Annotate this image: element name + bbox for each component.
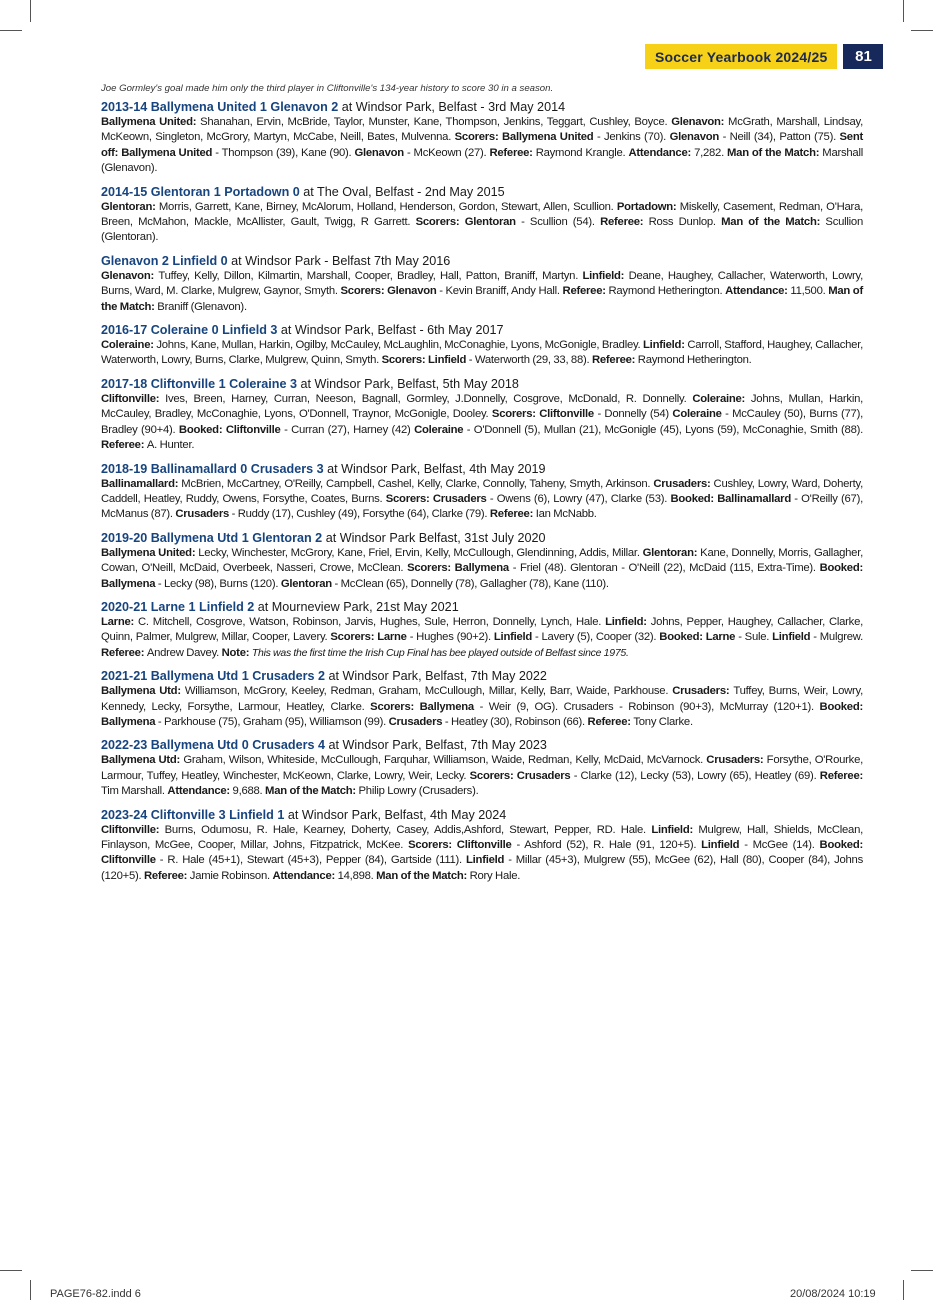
match-details bbox=[101, 200, 863, 246]
detail-text: - McKeown (27). bbox=[406, 146, 490, 159]
detail-text: - Millar (45+3), Mulgrew (55), McGee (62), Hall (80), Cooper (84), Johns (120+5). bbox=[101, 854, 863, 882]
detail-label: Portadown: bbox=[616, 200, 680, 213]
detail-label: Referee: bbox=[489, 508, 536, 521]
crop-mark bbox=[903, 0, 904, 22]
detail-text: - Clarke (12), Lecky (53), Lowry (65), Heatley (69). bbox=[573, 769, 820, 782]
match-entry bbox=[101, 376, 863, 454]
match-heading bbox=[101, 530, 863, 546]
detail-label: Linfield bbox=[466, 854, 509, 867]
detail-text: Andrew Davey. bbox=[146, 646, 222, 659]
match-heading bbox=[101, 184, 863, 200]
detail-text: 7,282. bbox=[694, 146, 728, 159]
match-venue: at The Oval, Belfast - 2nd May 2015 bbox=[303, 184, 505, 199]
detail-label: Ballymena Utd: bbox=[101, 685, 185, 698]
detail-text: - Owens (6), Lowry (47), Clarke (53). bbox=[489, 492, 671, 505]
detail-text: - Waterworth (29, 33, 88). bbox=[468, 354, 592, 367]
detail-label: Cliftonville: bbox=[101, 392, 166, 405]
detail-label: Crusaders: bbox=[706, 754, 767, 767]
match-venue: at Windsor Park Belfast, 31st July 2020 bbox=[325, 530, 546, 545]
detail-text: Kane, Donnelly, Morris, Gallagher, Cowan, O'Neill, McDaid, Overbeek, Nasseri, Crowe, McClean. bbox=[101, 546, 863, 575]
match-details bbox=[101, 269, 863, 315]
detail-label: Coleraine: bbox=[692, 392, 751, 405]
detail-label: Linfield: bbox=[651, 823, 699, 836]
detail-text: Tuffey, Burns, Weir, Lowry, Kennedy, Lecky, Forsythe, Larmour, Heatley, Clarke. bbox=[101, 685, 863, 713]
match-details bbox=[101, 115, 863, 177]
detail-label: Coleraine bbox=[672, 408, 726, 421]
match-details bbox=[101, 546, 863, 592]
detail-label: Scorers: Crusaders bbox=[385, 492, 490, 505]
detail-text: Tony Clarke. bbox=[633, 715, 693, 728]
detail-label: Scorers: Linfield bbox=[381, 354, 469, 367]
detail-text: Johns, Pepper, Haughey, Callacher, Clarke, Quinn, Palmer, Mulgrew, Millar, Cooper, Lavery. bbox=[101, 615, 863, 644]
detail-text: Morris, Garrett, Kane, Birney, McAlorum, Holland, Henderson, Gordon, Stewart, Allen, Scullion. bbox=[158, 200, 617, 213]
detail-label: Man of the Match: bbox=[101, 285, 863, 313]
match-heading bbox=[101, 668, 863, 684]
detail-label: Linfield bbox=[701, 839, 745, 851]
detail-text: - Friel (48). Glentoran - O'Neill (22), McDaid (115, Extra-Time). bbox=[512, 562, 820, 575]
detail-text: - Donnelly (54) bbox=[597, 408, 673, 421]
match-details bbox=[101, 392, 863, 454]
match-venue: at Mourneview Park, 21st May 2021 bbox=[257, 599, 459, 614]
match-venue: at Windsor Park, Belfast, 4th May 2024 bbox=[287, 807, 507, 822]
detail-label: Attendance: bbox=[167, 785, 233, 798]
crop-mark bbox=[903, 1280, 904, 1300]
match-fixture: 2013-14 Ballymena United 1 Glenavon 2 bbox=[101, 100, 339, 114]
detail-text: C. Mitchell, Cosgrove, Watson, Robinson, Jarvis, Hughes, Sule, Herron, Donnelly, Lynch, Hale. bbox=[138, 615, 606, 628]
crop-mark bbox=[911, 30, 933, 31]
detail-label: Man of the Match: bbox=[727, 146, 823, 159]
detail-text: - Lavery (5), Cooper (32). bbox=[535, 631, 660, 644]
crop-mark bbox=[911, 1270, 933, 1271]
detail-label: Glentoran: bbox=[101, 200, 159, 213]
crop-mark bbox=[30, 0, 31, 22]
match-venue: at Windsor Park, Belfast, 5th May 2018 bbox=[300, 376, 519, 391]
detail-label: Scorers: Larne bbox=[330, 631, 410, 644]
crop-mark bbox=[0, 1270, 22, 1271]
detail-label: Attendance: bbox=[272, 869, 338, 882]
detail-label: Referee: bbox=[489, 146, 536, 159]
detail-label: Attendance: bbox=[725, 285, 791, 298]
detail-label: Attendance: bbox=[628, 146, 695, 159]
match-entry bbox=[101, 461, 863, 523]
match-entry bbox=[101, 184, 863, 246]
detail-text: McBrien, McCartney, O'Reilly, Campbell, Cashel, Kelly, Clarke, Connolly, Taheny, Smyth, Arkinson. bbox=[181, 477, 654, 490]
match-venue: at Windsor Park - Belfast 7th May 2016 bbox=[231, 253, 451, 268]
match-details bbox=[101, 338, 863, 369]
detail-label: Linfield: bbox=[643, 339, 688, 352]
detail-label: Crusaders: bbox=[672, 685, 734, 698]
detail-label: Referee: bbox=[600, 216, 649, 229]
detail-label: Scorers: Cliftonville bbox=[408, 839, 517, 851]
detail-text: - Mulgrew. bbox=[813, 631, 863, 644]
detail-label: Cliftonville: bbox=[101, 823, 165, 836]
match-details bbox=[101, 753, 863, 799]
match-venue: at Windsor Park, Belfast, 4th May 2019 bbox=[327, 461, 546, 476]
detail-text: Burns, Odumosu, R. Hale, Kearney, Doherty, Casey, Addis,Ashford, Stewart, Pepper, RD. Hale. bbox=[164, 823, 652, 836]
match-fixture: 2019-20 Ballymena Utd 1 Glentoran 2 bbox=[101, 530, 323, 545]
match-details bbox=[101, 823, 863, 885]
match-details bbox=[101, 477, 863, 523]
crop-mark bbox=[30, 1280, 31, 1300]
detail-text: Johns, Kane, Mullan, Harkin, Ogilby, McCauley, McLaughlin, McConaghie, Lyons, McGonigle, Bradley. bbox=[156, 339, 644, 352]
detail-label: Referee: bbox=[819, 769, 863, 782]
match-entry bbox=[101, 668, 863, 730]
match-fixture: Glenavon 2 Linfield 0 bbox=[101, 253, 228, 268]
detail-text: Braniff (Glenavon). bbox=[157, 300, 247, 313]
detail-label: Crusaders: bbox=[653, 477, 714, 490]
detail-text: - Hughes (90+2). bbox=[409, 631, 494, 644]
detail-label: Linfield: bbox=[605, 615, 651, 628]
detail-label: Booked: Ballinamallard bbox=[670, 492, 795, 505]
detail-label: Man of the Match: bbox=[376, 869, 470, 882]
detail-label: Scorers: Crusaders bbox=[469, 769, 574, 782]
detail-text: Raymond Hetherington. bbox=[637, 354, 752, 367]
match-heading bbox=[101, 99, 863, 115]
detail-label: Scorers: Glentoran bbox=[415, 216, 522, 229]
match-fixture: 2018-19 Ballinamallard 0 Crusaders 3 bbox=[101, 461, 324, 476]
match-fixture: 2020-21 Larne 1 Linfield 2 bbox=[101, 599, 255, 614]
detail-text: Graham, Wilson, Whiteside, McCullough, Farquhar, Williamson, Waide, Redman, Kelly, McDaid, McVarnock. bbox=[183, 754, 707, 767]
match-heading bbox=[101, 253, 863, 269]
detail-text: - O'Donnell (5), Mullan (21), McGonigle (45), Lyons (59), McConaghie, Smith (88). bbox=[466, 423, 864, 436]
detail-text: - R. Hale (45+1), Stewart (45+3), Pepper (84), Gartside (111). bbox=[159, 854, 466, 867]
match-entry bbox=[101, 807, 863, 885]
detail-text: Carroll, Stafford, Haughey, Callacher, Waterworth, Lowry, Burns, Clarke, Mulgrew, Quinn, Smyth. bbox=[101, 339, 863, 367]
detail-label: Booked: Cliftonville bbox=[101, 839, 863, 867]
detail-text: Deane, Haughey, Callacher, Waterworth, Lowry, Burns, Ward, M. Clarke, Mulgrew, Gaynor, Smyth. bbox=[101, 269, 863, 298]
detail-label: Scorers: Glenavon bbox=[340, 285, 440, 298]
detail-text: - Thompson (39), Kane (90). bbox=[215, 146, 355, 159]
detail-label: Linfield bbox=[772, 631, 814, 644]
detail-label: Coleraine bbox=[414, 423, 467, 436]
detail-text: - Heatley (30), Robinson (66). bbox=[444, 715, 588, 728]
match-entry bbox=[101, 530, 863, 592]
detail-text: Marshall (Glenavon). bbox=[101, 146, 863, 175]
detail-label: Referee: bbox=[101, 646, 147, 659]
detail-text: This was the first time the Irish Cup Final has bee played outside of Belfast since 1975. bbox=[251, 646, 629, 659]
detail-text: Ives, Breen, Harney, Curran, Neeson, Bagnall, Gormley, J.Donnelly, Cosgrove, McDonald, R. Donnelly. bbox=[165, 392, 693, 405]
match-venue: at Windsor Park, Belfast - 3rd May 2014 bbox=[341, 100, 566, 114]
detail-text: 9,688. bbox=[232, 785, 266, 798]
detail-text: Tim Marshall. bbox=[101, 785, 168, 798]
print-timestamp: 20/08/2024 10:19 bbox=[790, 1288, 876, 1300]
detail-label: Glentoran: bbox=[642, 546, 701, 559]
match-entry bbox=[101, 99, 863, 177]
match-venue: at Windsor Park, Belfast, 7th May 2022 bbox=[328, 669, 547, 684]
detail-text: - Kevin Braniff, Andy Hall. bbox=[439, 285, 563, 298]
detail-label: Scorers: Cliftonville bbox=[491, 408, 598, 421]
match-details bbox=[101, 615, 863, 661]
match-entry bbox=[101, 253, 863, 315]
crop-mark bbox=[0, 30, 22, 31]
match-venue: at Windsor Park, Belfast, 7th May 2023 bbox=[328, 738, 547, 753]
detail-text: - Parkhouse (75), Graham (95), Williamson (99). bbox=[157, 715, 389, 728]
detail-label: Glenavon: bbox=[671, 116, 729, 128]
match-heading bbox=[101, 599, 863, 615]
detail-text: Ross Dunlop. bbox=[648, 216, 722, 229]
detail-text: McGrath, Marshall, Lindsay, McKeown, Singleton, McGrory, Martyn, McCabe, Neill, Bates, Mulvenna. bbox=[101, 116, 863, 144]
detail-label: Booked: Ballymena bbox=[101, 562, 864, 590]
detail-label: Coleraine: bbox=[101, 339, 157, 352]
match-fixture: 2017-18 Cliftonville 1 Coleraine 3 bbox=[101, 376, 297, 391]
detail-text: - McCauley (50), Burns (77), Bradley (90+4). bbox=[101, 408, 863, 436]
detail-label: Note: bbox=[221, 646, 252, 659]
detail-label: Scorers: Ballymena United bbox=[454, 131, 597, 144]
detail-label: Booked: Larne bbox=[659, 631, 739, 644]
detail-label: Scorers: Ballymena bbox=[407, 562, 513, 575]
detail-text: Raymond Hetherington. bbox=[608, 285, 726, 298]
detail-text: Williamson, McGrory, Keeley, Redman, Graham, McCullough, Millar, Kelly, Barr, Waide, Parkhouse. bbox=[184, 685, 673, 698]
detail-text: 11,500. bbox=[790, 285, 829, 298]
detail-text: Shanahan, Ervin, McBride, Taylor, Munster, Kane, Thompson, Jenkins, Teggart, Cushley, Boyce. bbox=[200, 116, 672, 128]
file-slug: PAGE76-82.indd 6 bbox=[50, 1288, 141, 1300]
detail-text: Jamie Robinson. bbox=[189, 869, 273, 882]
match-heading bbox=[101, 737, 863, 753]
detail-label: Larne: bbox=[101, 615, 139, 628]
detail-text: - Ashford (52), R. Hale (91, 120+5). bbox=[516, 839, 702, 851]
match-fixture: 2014-15 Glentoran 1 Portadown 0 bbox=[101, 184, 300, 199]
detail-label: Crusaders bbox=[175, 508, 232, 521]
detail-text: Forsythe, O'Rourke, Larmour, Tuffey, Heatley, Winchester, McKeown, Clarke, Lowry, Weir, Lecky. bbox=[101, 754, 863, 782]
detail-text: - McGee (14). bbox=[744, 839, 820, 851]
detail-label: Glenavon bbox=[669, 131, 723, 144]
detail-label: Referee: bbox=[143, 869, 190, 882]
detail-text: Johns, Mullan, Harkin, McCauley, Bradley, McConaghie, Lyons, O'Donnell, Traynor, McGonigle, Dooley. bbox=[101, 392, 863, 421]
match-fixture: 2016-17 Coleraine 0 Linfield 3 bbox=[101, 323, 278, 338]
match-fixture: 2021-21 Ballymena Utd 1 Crusaders 2 bbox=[101, 669, 326, 684]
detail-text: - O'Reilly (67), McManus (87). bbox=[101, 492, 863, 521]
detail-label: Referee: bbox=[591, 354, 638, 367]
results-column bbox=[101, 83, 863, 891]
detail-text: Mulgrew, Hall, Shields, McClean, Finlayson, McGee, Cooper, Millar, Johns, Fitzpatrick, McKee. bbox=[101, 823, 863, 851]
running-header bbox=[645, 44, 883, 69]
detail-text: - Jenkins (70). bbox=[596, 131, 670, 144]
match-heading bbox=[101, 461, 863, 477]
detail-label: Ballinamallard: bbox=[101, 477, 182, 490]
match-entry bbox=[101, 737, 863, 799]
detail-text: - Lecky (98), Burns (120). bbox=[157, 577, 281, 590]
detail-text: - Scullion (54). bbox=[521, 216, 601, 229]
detail-text: - Curran (27), Harney (42) bbox=[284, 423, 415, 436]
detail-label: Booked: Ballymena bbox=[101, 700, 863, 728]
match-entry bbox=[101, 322, 863, 369]
detail-label: Linfield bbox=[493, 631, 536, 644]
publication-title: Soccer Yearbook 2024/25 bbox=[645, 44, 837, 69]
detail-label: Linfield: bbox=[582, 269, 629, 282]
detail-label: Sent off: Ballymena United bbox=[101, 131, 863, 159]
detail-text: Tuffey, Kelly, Dillon, Kilmartin, Marshall, Cooper, Bradley, Hall, Patton, Braniff, Martyn. bbox=[158, 269, 583, 282]
match-heading bbox=[101, 322, 863, 338]
detail-label: Booked: Cliftonville bbox=[178, 423, 285, 436]
detail-label: Scorers: Ballymena bbox=[370, 700, 480, 713]
detail-label: Glenavon bbox=[354, 146, 407, 159]
match-fixture: 2022-23 Ballymena Utd 0 Crusaders 4 bbox=[101, 738, 326, 753]
detail-label: Referee: bbox=[562, 285, 609, 298]
match-venue: at Windsor Park, Belfast - 6th May 2017 bbox=[280, 323, 504, 338]
page-number: 81 bbox=[843, 44, 883, 69]
detail-text: A. Hunter. bbox=[146, 439, 195, 452]
match-heading bbox=[101, 376, 863, 392]
detail-text: Cushley, Lowry, Ward, Doherty, Caddell, Heatley, Ruddy, Owens, Forsythe, Coates, Burns. bbox=[101, 477, 864, 505]
detail-text: Lecky, Winchester, McGrory, Kane, Friel, Ervin, Kelly, McCullough, Glendinning, Addis, Millar. bbox=[198, 546, 643, 559]
detail-text: - Sule. bbox=[738, 631, 773, 644]
detail-text: Scullion (Glentoran). bbox=[101, 216, 863, 244]
detail-label: Man of the Match: bbox=[265, 785, 359, 798]
detail-text: - Neill (34), Patton (75). bbox=[722, 131, 840, 144]
match-list bbox=[101, 99, 863, 884]
detail-label: Ballymena United: bbox=[101, 116, 201, 128]
intro-note: Joe Gormley's goal made him only the third player in Cliftonville's 134-year history to score 30 in a season. bbox=[101, 83, 554, 94]
detail-label: Glentoran bbox=[280, 577, 335, 590]
detail-text: Raymond Krangle. bbox=[535, 146, 629, 159]
match-entry bbox=[101, 599, 863, 661]
detail-label: Crusaders bbox=[388, 715, 445, 728]
detail-text: Ian McNabb. bbox=[535, 508, 597, 521]
detail-text: Rory Hale. bbox=[469, 869, 521, 882]
detail-text: Philip Lowry (Crusaders). bbox=[358, 785, 479, 798]
detail-text: - Ruddy (17), Cushley (49), Forsythe (64), Clarke (79). bbox=[231, 508, 490, 521]
detail-label: Man of the Match: bbox=[721, 216, 826, 229]
detail-text: - McClean (65), Donnelly (78), Gallagher (78), Kane (110). bbox=[334, 577, 609, 590]
detail-text: - Weir (9, OG). Crusaders - Robinson (90+3), McMurray (120+1). bbox=[479, 700, 820, 713]
detail-label: Ballymena Utd: bbox=[101, 754, 184, 767]
detail-label: Referee: bbox=[101, 439, 147, 452]
detail-label: Glenavon: bbox=[101, 269, 159, 282]
match-fixture: 2023-24 Cliftonville 3 Linfield 1 bbox=[101, 807, 285, 822]
detail-text: Miskelly, Casement, Redman, O'Hara, Breen, McMahon, Mackle, McAllister, Gault, Twigg, R Garrett. bbox=[101, 200, 863, 229]
detail-text: 14,898. bbox=[337, 869, 377, 882]
match-heading bbox=[101, 807, 863, 823]
detail-label: Referee: bbox=[587, 715, 634, 728]
detail-label: Ballymena United: bbox=[101, 546, 199, 559]
match-details bbox=[101, 684, 863, 730]
